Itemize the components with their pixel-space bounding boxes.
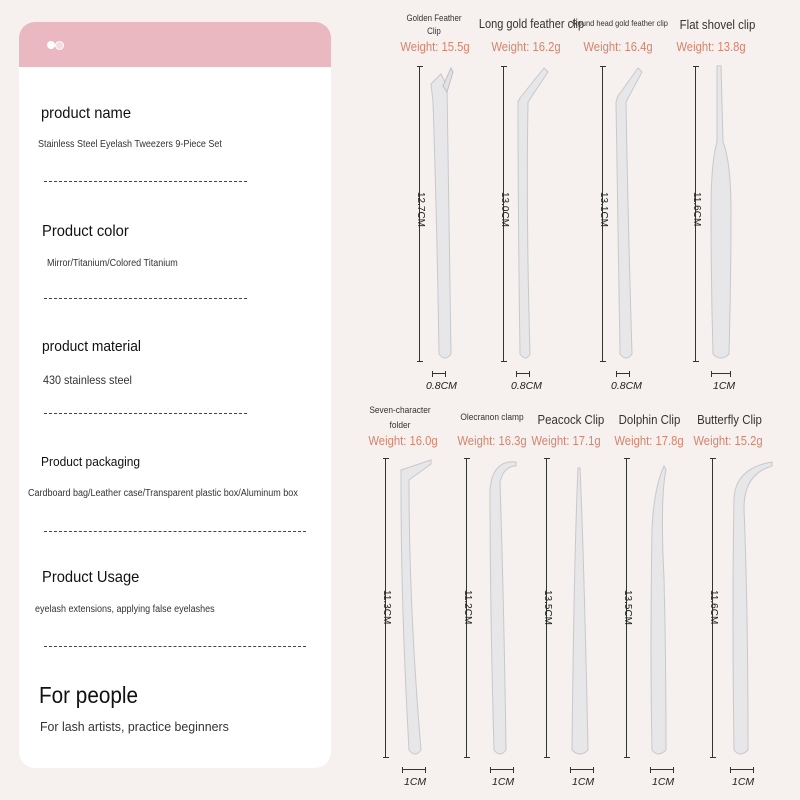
divider xyxy=(44,298,247,299)
divider xyxy=(44,646,306,647)
width-bar xyxy=(516,373,530,374)
length-label: 11.2CM xyxy=(462,590,473,625)
length-label: 13.5CM xyxy=(622,590,633,626)
product-info-card xyxy=(19,22,331,768)
length-label: 12.7CM xyxy=(415,192,426,228)
width-bar xyxy=(402,769,426,770)
angled-tweezers-icon xyxy=(397,458,437,758)
card-header xyxy=(19,22,331,67)
product-name-title: product name xyxy=(41,105,132,122)
width-label: 1CM xyxy=(492,776,515,788)
divider xyxy=(44,531,306,532)
length-label: 13.1CM xyxy=(598,192,609,228)
width-bar xyxy=(432,373,446,374)
tweezer-name: Olecranon clamp xyxy=(460,412,524,423)
width-label: 1CM xyxy=(652,776,675,788)
tweezer-weight: Weight: 17.8g xyxy=(614,434,684,448)
tweezer-weight: Weight: 15.5g xyxy=(400,40,470,54)
length-label: 11.6CM xyxy=(691,192,702,227)
curved-tweezers-icon xyxy=(612,62,652,362)
tweezer-name: Seven-character folder xyxy=(369,405,431,431)
for-people-title: For people xyxy=(39,682,138,708)
tweezer-name: Flat shovel clip xyxy=(679,17,756,32)
length-label: 11.6CM xyxy=(708,590,719,625)
curved-tip-tweezers-icon xyxy=(648,458,688,758)
width-label: 1CM xyxy=(713,380,736,392)
length-label: 11.3CM xyxy=(381,590,392,625)
tweezer-name: Round head gold feather clip xyxy=(572,18,668,28)
tweezer-weight: Weight: 16.3g xyxy=(457,434,527,448)
tweezer-weight: Weight: 16.4g xyxy=(583,40,653,54)
product-color-title: Product color xyxy=(42,223,129,240)
width-bar xyxy=(650,769,674,770)
tweezer-weight: Weight: 13.8g xyxy=(676,40,746,54)
divider xyxy=(44,181,247,182)
product-name-value: Stainless Steel Eyelash Tweezers 9-Piece Set xyxy=(38,139,222,150)
width-bar xyxy=(490,769,514,770)
divider xyxy=(44,413,247,414)
tweezer-name: Peacock Clip xyxy=(537,412,605,427)
width-label: 1CM xyxy=(572,776,595,788)
product-material-title: product material xyxy=(42,338,141,355)
curved-tweezers-icon xyxy=(514,62,554,362)
dots-icon xyxy=(47,41,69,50)
tweezer-name: Dolphin Clip xyxy=(618,412,681,427)
product-usage-value: eyelash extensions, applying false eyelashes xyxy=(35,604,215,615)
product-material-value: 430 stainless steel xyxy=(43,373,132,387)
width-bar xyxy=(730,769,754,770)
butterfly-tweezers-icon xyxy=(728,458,778,758)
tweezer-name: Butterfly Clip xyxy=(697,412,762,427)
width-label: 1CM xyxy=(732,776,755,788)
product-packaging-value: Cardboard bag/Leather case/Transparent plastic box/Aluminum box xyxy=(28,488,298,499)
width-bar xyxy=(616,373,630,374)
tweezer-weight: Weight: 16.2g xyxy=(491,40,561,54)
width-label: 0.8CM xyxy=(611,380,642,392)
width-label: 0.8CM xyxy=(426,380,457,392)
product-usage-title: Product Usage xyxy=(42,569,140,586)
tweezer-weight: Weight: 17.1g xyxy=(531,434,601,448)
width-label: 1CM xyxy=(404,776,427,788)
flat-tweezers-icon xyxy=(707,62,737,362)
width-bar xyxy=(570,769,594,770)
hook-tweezers-icon xyxy=(484,458,524,758)
curved-tweezers-icon xyxy=(425,62,465,362)
length-label: 13.0CM xyxy=(499,192,510,228)
tweezer-name: Long gold feather clip xyxy=(478,17,585,31)
tweezer-weight: Weight: 16.0g xyxy=(368,434,438,448)
tweezer-name: Golden Feather Clip xyxy=(406,13,462,36)
product-color-value: Mirror/Titanium/Colored Titanium xyxy=(47,258,178,269)
tweezer-weight: Weight: 15.2g xyxy=(693,434,763,448)
width-bar xyxy=(711,373,731,374)
product-packaging-title: Product packaging xyxy=(41,454,141,469)
straight-tweezers-icon xyxy=(566,458,596,758)
for-people-value: For lash artists, practice beginners xyxy=(40,719,229,734)
width-label: 0.8CM xyxy=(511,380,542,392)
length-label: 13.5CM xyxy=(542,590,553,626)
